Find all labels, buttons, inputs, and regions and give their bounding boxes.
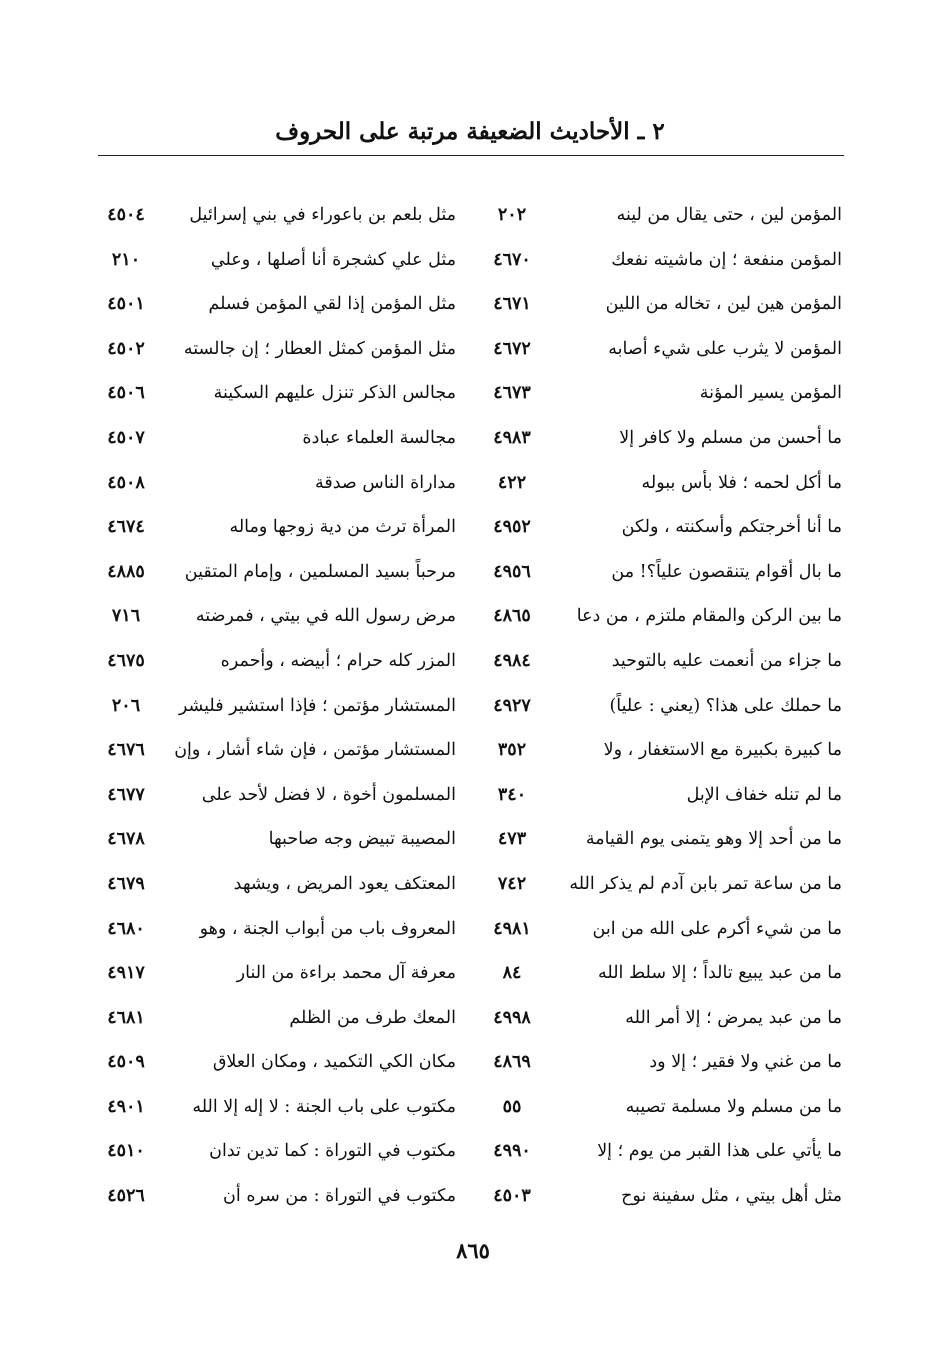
hadith-incipit: ما من شيء أكرم على الله من ابن xyxy=(592,918,842,939)
hadith-incipit: المؤمن لين ، حتى يقال من لينه xyxy=(616,205,842,225)
hadith-incipit: ما كبيرة بكبيرة مع الاستغفار ، ولا xyxy=(603,740,842,761)
hadith-number: ٤٩٩٨ xyxy=(493,1007,531,1028)
index-entry xyxy=(96,195,456,240)
hadith-number: ٣٤٠ xyxy=(497,784,527,805)
hadith-number: ٢٠٢ xyxy=(497,205,527,225)
hadith-incipit: ما يأتي على هذا القبر من يوم ؛ إلا xyxy=(597,1141,842,1162)
hadith-number: ٤٥١٠ xyxy=(107,1141,145,1162)
hadith-number: ٤٩٥٢ xyxy=(493,517,531,538)
hadith-number: ٤٧٣ xyxy=(497,829,527,850)
index-entry xyxy=(96,953,456,998)
hadith-incipit: ما أحسن من مسلم ولا كافر إلا xyxy=(619,427,842,448)
hadith-number: ٤٦٧٧ xyxy=(107,784,145,805)
hadith-incipit: ما جزاء من أنعمت عليه بالتوحيد xyxy=(611,650,842,671)
index-entry xyxy=(482,552,842,597)
index-entry xyxy=(96,596,456,641)
index-entry xyxy=(482,775,842,820)
hadith-number: ٤٦٧٣ xyxy=(493,383,531,404)
index-entry xyxy=(96,284,456,329)
running-header-title: ٢ ـ الأحاديث الضعيفة مرتبة على الحروف xyxy=(275,118,665,145)
hadith-number: ٧١٦ xyxy=(111,606,141,627)
index-entry xyxy=(482,730,842,775)
hadith-incipit: ما من أحد إلا وهو يتمنى يوم القيامة xyxy=(585,829,842,850)
index-entry xyxy=(96,1176,456,1221)
index-entry xyxy=(482,1176,842,1221)
hadith-incipit: مثل بلعم بن باعوراء في بني إسرائيل xyxy=(189,205,456,225)
hadith-incipit: مكتوب على باب الجنة : لا إله إلا الله xyxy=(192,1096,456,1117)
index-column-right xyxy=(482,195,842,1221)
hadith-number: ٤٨٦٩ xyxy=(493,1052,531,1073)
hadith-incipit: معرفة آل محمد براءة من النار xyxy=(236,963,456,984)
index-entry xyxy=(96,1087,456,1132)
index-entry xyxy=(96,373,456,418)
hadith-number: ٤٨٨٥ xyxy=(107,561,145,582)
index-entry xyxy=(482,1131,842,1176)
index-entry xyxy=(482,909,842,954)
index-entry xyxy=(482,953,842,998)
hadith-incipit: مكتوب في التوراة : كما تدين تدان xyxy=(209,1141,456,1162)
hadith-incipit: المؤمن يسير المؤنة xyxy=(699,383,842,404)
index-entry xyxy=(482,463,842,508)
hadith-number: ٤٥٠٦ xyxy=(107,383,145,404)
index-column-left xyxy=(96,195,456,1221)
hadith-incipit: المعك طرف من الظلم xyxy=(289,1007,456,1028)
hadith-number: ٤٥٠٩ xyxy=(107,1052,145,1073)
hadith-number: ٤٥٠٤ xyxy=(107,205,145,225)
hadith-number: ٤٦٧٤ xyxy=(107,517,145,538)
hadith-number: ٤٥٢٦ xyxy=(107,1186,145,1207)
hadith-incipit: ما من مسلم ولا مسلمة تصيبه xyxy=(625,1096,842,1117)
hadith-number: ٤٩٢٧ xyxy=(493,695,531,716)
index-entry xyxy=(96,240,456,285)
index-entry xyxy=(482,507,842,552)
hadith-incipit: ما بال أقوام يتنقصون علياً؟! من xyxy=(611,561,842,582)
index-entry xyxy=(482,329,842,374)
index-entry xyxy=(482,373,842,418)
hadith-incipit: مجالس الذكر تنزل عليهم السكينة xyxy=(213,383,456,404)
hadith-number: ٤٩٩٠ xyxy=(493,1141,531,1162)
hadith-number: ٨٤ xyxy=(502,963,522,984)
hadith-number: ٤٦٨٠ xyxy=(107,918,145,939)
header-divider xyxy=(98,155,844,156)
hadith-number: ٤٥٠٣ xyxy=(493,1186,531,1207)
hadith-incipit: ما من ساعة تمر بابن آدم لم يذكر الله xyxy=(569,873,842,894)
index-entry xyxy=(482,686,842,731)
index-entry xyxy=(482,641,842,686)
index-entry xyxy=(96,775,456,820)
hadith-number: ٤٥٠١ xyxy=(107,294,145,315)
hadith-number: ٤٦٧٢ xyxy=(493,338,531,359)
hadith-number: ٤٩٠١ xyxy=(107,1096,145,1117)
hadith-incipit: مكان الكي التكميد ، ومكان العلاق xyxy=(212,1052,456,1073)
hadith-number: ٧٤٢ xyxy=(497,873,527,894)
index-entry xyxy=(482,1087,842,1132)
hadith-number: ٤٥٠٨ xyxy=(107,472,145,493)
hadith-number: ٤٨٦٥ xyxy=(493,606,531,627)
hadith-number: ٤٢٢ xyxy=(497,472,527,493)
hadith-number: ٤٦٧٥ xyxy=(107,650,145,671)
hadith-number: ٣٥٢ xyxy=(497,740,527,761)
hadith-incipit: ما من عبد يبيع تالداً ؛ إلا سلط الله xyxy=(598,963,842,984)
hadith-number: ٤٦٧٠ xyxy=(493,249,531,270)
hadith-incipit: ما من غني ولا فقير ؛ إلا ود xyxy=(649,1052,842,1073)
hadith-incipit: مرحباً بسيد المسلمين ، وإمام المتقين xyxy=(184,561,456,582)
hadith-incipit: المستشار مؤتمن ؛ فإذا استشير فليشر xyxy=(178,695,456,716)
index-entry xyxy=(482,596,842,641)
hadith-incipit: مكتوب في التوراة : من سره أن xyxy=(223,1186,456,1207)
index-entry xyxy=(482,864,842,909)
index-entry xyxy=(482,998,842,1043)
hadith-incipit: المزر كله حرام ؛ أبيضه ، وأحمره xyxy=(220,650,456,671)
index-entry xyxy=(96,909,456,954)
index-entry xyxy=(96,864,456,909)
hadith-incipit: ما أنا أخرجتكم وأسكنته ، ولكن xyxy=(621,517,842,538)
page-number: ٨٦٥ xyxy=(456,1238,490,1263)
hadith-number: ٥٥ xyxy=(502,1096,522,1117)
hadith-incipit: مرض رسول الله في بيتي ، فمرضته xyxy=(195,606,456,627)
index-entry xyxy=(96,1042,456,1087)
hadith-incipit: مداراة الناس صدقة xyxy=(315,472,456,493)
hadith-incipit: المؤمن هين لين ، تخاله من اللين xyxy=(605,294,842,315)
hadith-incipit: المعتكف يعود المريض ، ويشهد xyxy=(233,873,456,894)
hadith-number: ٤٥٠٧ xyxy=(107,427,145,448)
hadith-incipit: ما حملك على هذا؟ (يعني : علياً) xyxy=(609,695,842,716)
hadith-incipit: مثل أهل بيتي ، مثل سفينة نوح xyxy=(621,1186,842,1207)
index-entry xyxy=(96,641,456,686)
hadith-incipit: مجالسة العلماء عبادة xyxy=(302,427,456,448)
index-entry xyxy=(96,418,456,463)
hadith-number: ٤٦٧٩ xyxy=(107,873,145,894)
index-entry xyxy=(96,552,456,597)
hadith-incipit: ما بين الركن والمقام ملتزم ، من دعا xyxy=(576,606,842,627)
hadith-incipit: ما لم تنله خفاف الإبل xyxy=(686,784,842,805)
hadith-number: ٤٥٠٢ xyxy=(107,338,145,359)
hadith-incipit: المؤمن لا يثرب على شيء أصابه xyxy=(608,338,842,359)
hadith-incipit: ما من عبد يمرض ؛ إلا أمر الله xyxy=(625,1007,842,1028)
index-entry xyxy=(482,1042,842,1087)
index-entry xyxy=(96,463,456,508)
index-entry xyxy=(96,507,456,552)
hadith-incipit: المسلمون أخوة ، لا فضل لأحد على xyxy=(201,784,456,805)
index-entry xyxy=(482,195,842,240)
hadith-incipit: المستشار مؤتمن ، فإن شاء أشار ، وإن xyxy=(174,740,456,761)
index-entry xyxy=(482,240,842,285)
hadith-number: ٤٦٧٦ xyxy=(107,740,145,761)
hadith-incipit: المؤمن منفعة ؛ إن ماشيته نفعك xyxy=(611,249,842,270)
hadith-number: ٤٩٥٦ xyxy=(493,561,531,582)
index-entry xyxy=(96,686,456,731)
hadith-number: ٤٩٨١ xyxy=(493,918,531,939)
index-entry xyxy=(96,329,456,374)
hadith-incipit: مثل المؤمن إذا لقي المؤمن فسلم xyxy=(208,294,456,315)
index-entry xyxy=(482,418,842,463)
hadith-incipit: المعروف باب من أبواب الجنة ، وهو xyxy=(199,918,456,939)
index-entry xyxy=(96,1131,456,1176)
index-entry xyxy=(482,819,842,864)
hadith-number: ٤٩٨٣ xyxy=(493,427,531,448)
hadith-incipit: مثل المؤمن كمثل العطار ؛ إن جالسته xyxy=(183,338,456,359)
hadith-incipit: المصيبة تبيض وجه صاحبها xyxy=(268,829,456,850)
hadith-number: ٢١٠ xyxy=(111,249,141,270)
hadith-incipit: مثل علي كشجرة أنا أصلها ، وعلي xyxy=(210,249,456,270)
index-entry xyxy=(482,284,842,329)
hadith-number: ٤٦٧١ xyxy=(493,294,531,315)
index-entry xyxy=(96,819,456,864)
hadith-incipit: المرأة ترث من دية زوجها وماله xyxy=(229,517,456,538)
hadith-number: ٤٦٧٨ xyxy=(107,829,145,850)
index-entry xyxy=(96,998,456,1043)
index-entry xyxy=(96,730,456,775)
hadith-number: ٢٠٦ xyxy=(111,695,141,716)
hadith-number: ٤٩١٧ xyxy=(107,963,145,984)
hadith-number: ٤٦٨١ xyxy=(107,1007,145,1028)
hadith-number: ٤٩٨٤ xyxy=(493,650,531,671)
hadith-incipit: ما أكل لحمه ؛ فلا بأس ببوله xyxy=(641,472,842,493)
